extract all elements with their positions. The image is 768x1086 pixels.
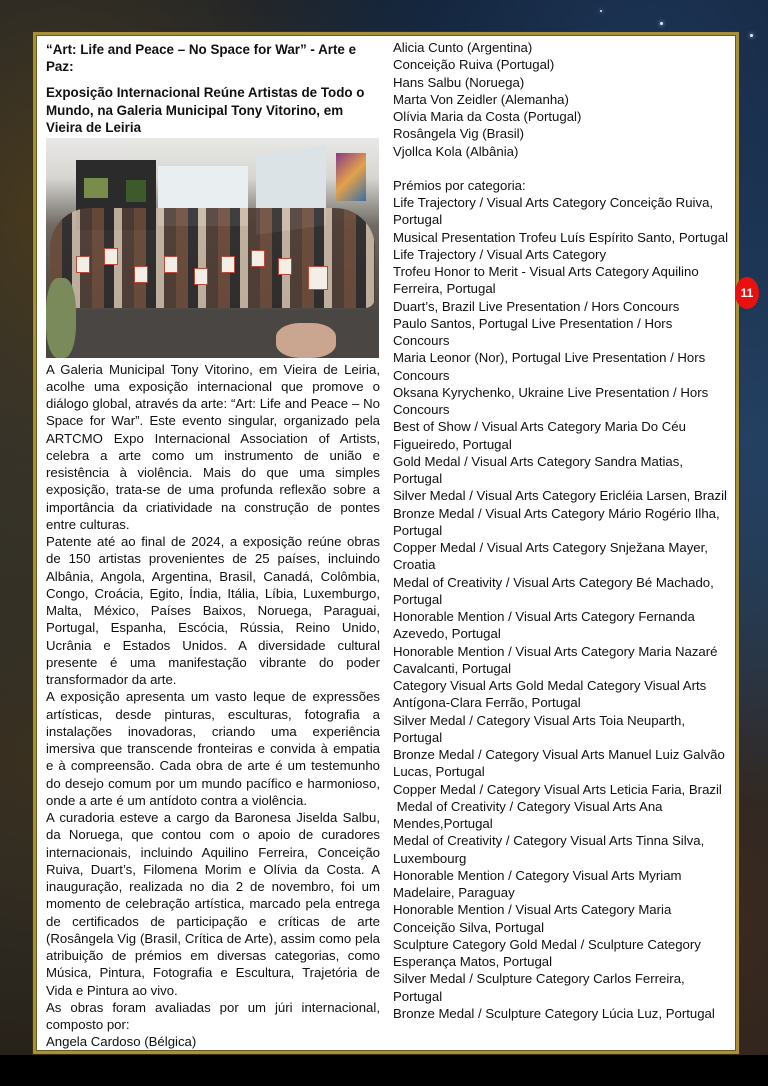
award-item: Oksana Kyrychenko, Ukraine Live Presentation / Hors Concours (393, 384, 709, 417)
paragraph-expressions: A exposição apresenta um vasto leque de expressões artísticas, desde pinturas, esculturas, fotografia a instalações inovadoras, criando uma experiência imersiva que transcende fronteiras e convida à empatia e à compreensão. Cada obra de arte é um testemunho do desejo comum por um mundo pacífico e harmonioso, onde a arte é um antídoto contra a violência. (46, 689, 380, 808)
award-item: Silver Medal / Visual Arts Category Ericléia Larsen, Brazil (393, 488, 727, 504)
right-column (393, 39, 729, 1022)
awards-heading: Prémios por categoria: (393, 177, 526, 193)
award-item: Honorable Mention / Visual Arts Category Maria Nazaré Cavalcanti, Portugal (393, 643, 718, 676)
star-decoration (750, 34, 753, 37)
award-item: Musical Presentation Trofeu Luís Espírito Santo, Portugal (393, 229, 728, 245)
magazine-page (33, 32, 739, 1054)
star-decoration (600, 10, 602, 12)
paragraph-curators: A curadoria esteve a cargo da Baronesa Jiselda Salbu, da Noruega, que contou com o apoio de curadores internacionais, incluindo Aquilino Ferreira, Conceição Ruiva, Duart’s, Filomena Morim e Olívia da Costa. A inauguração, realizada no dia 2 de novembro, foi um momento de celebração artística, marcado pela entrega de certificados de participação e críticas de arte (Rosângela Vig (Brasil, Crítica de Arte), assim como pela atribuição de prémios em diversas categorias, como Música, Pintura, Fotografia e Escultura, Trajetória de Vida e Pintura ao vivo. (46, 810, 380, 998)
award-item: Bronze Medal / Category Visual Arts Manuel Luiz Galvão Lucas, Portugal (393, 747, 725, 780)
award-item: Trofeu Honor to Merit - Visual Arts Category Aquilino Ferreira, Portugal (393, 264, 699, 297)
left-column (46, 39, 380, 1051)
award-item: Honorable Mention / Visual Arts Category Fernanda Azevedo, Portugal (393, 609, 695, 642)
award-item: Medal of Creativity / Category Visual Arts Tinna Silva, Luxembourg (393, 833, 705, 866)
award-item: Silver Medal / Sculpture Category Carlos Ferreira, Portugal (393, 971, 685, 1004)
award-item: Medal of Creativity / Visual Arts Category Bé Machado, Portugal (393, 574, 714, 607)
award-item: Medal of Creativity / Category Visual Arts Ana Mendes,Portugal (393, 798, 667, 831)
bottom-band (0, 1055, 768, 1086)
star-decoration (660, 22, 663, 25)
article-subtitle: Exposição Internacional Reúne Artistas de Todo o Mundo, na Galeria Municipal Tony Vitorino, em Vieira de Leiria (46, 85, 365, 135)
award-item: Sculpture Category Gold Medal / Sculpture Category Esperança Matos, Portugal (393, 936, 701, 969)
jury-member: Vjollca Kola (Albânia) (393, 143, 519, 159)
award-item: Honorable Mention / Visual Arts Category Maria Conceição Silva, Portugal (393, 902, 672, 935)
jury-member: Angela Cardoso (Bélgica) (46, 1034, 197, 1050)
jury-member: Rosângela Vig (Brasil) (393, 126, 524, 142)
page-number-badge: 11 (735, 277, 759, 309)
award-item: Life Trajectory / Visual Arts Category Conceição Ruiva, Portugal (393, 195, 714, 228)
spacer (393, 160, 729, 177)
award-item: Maria Leonor (Nor), Portugal Live Presentation / Hors Concours (393, 350, 706, 383)
award-item: Best of Show / Visual Arts Category Maria Do Céu Figueiredo, Portugal (393, 419, 686, 452)
award-item: Category Visual Arts Gold Medal Category Visual Arts Antígona-Clara Ferrão, Portugal (393, 678, 707, 711)
award-item: Gold Medal / Visual Arts Category Sandra Matias, Portugal (393, 453, 684, 486)
award-item: Silver Medal / Category Visual Arts Toia Neuparth, Portugal (393, 712, 685, 745)
award-item: Bronze Medal / Sculpture Category Lúcia Luz, Portugal (393, 1005, 715, 1021)
paragraph-jury-intro: As obras foram avaliadas por um júri internacional, composto por: (46, 999, 380, 1032)
paragraph-intro: A Galeria Municipal Tony Vitorino, em Vieira de Leiria, acolhe uma exposição internacional que promove o diálogo global, através da arte: “Art: Life and Peace – No Space for War”. Este evento singular, organizado pela ARTCMO Expo Internacional Association of Artists, celebra a arte como um instrumento de união e resistência à violência. Mais do que uma simples exposição, trata-se de uma profunda reflexão sobre a importância da criatividade na construção de pontes entre culturas. (46, 361, 380, 532)
jury-member: Olívia Maria da Costa (Portugal) (393, 109, 582, 124)
jury-member: Marta Von Zeidler (Alemanha) (393, 91, 569, 107)
award-item: Paulo Santos, Portugal Live Presentation / Hors Concours (393, 315, 673, 348)
award-item: Bronze Medal / Visual Arts Category Mário Rogério Ilha, Portugal (393, 505, 720, 538)
award-item: Life Trajectory / Visual Arts Category (393, 246, 607, 262)
jury-member: Hans Salbu (Noruega) (393, 74, 525, 90)
jury-member: Alicia Cunto (Argentina) (393, 40, 533, 55)
article-title: “Art: Life and Peace – No Space for War” - Arte e Paz: (46, 42, 357, 74)
jury-member: Conceição Ruiva (Portugal) (393, 57, 555, 73)
award-item: Honorable Mention / Category Visual Arts Myriam Madelaire, Paraguay (393, 867, 682, 900)
award-item: Copper Medal / Category Visual Arts Leticia Faria, Brazil (393, 781, 722, 797)
award-item: Duart’s, Brazil Live Presentation / Hors Concours (393, 298, 680, 314)
paragraph-countries: Patente até ao final de 2024, a exposição reúne obras de 150 artistas provenientes de 25 países, incluindo Albânia, Angola, Argentina, Brasil, Canadá, Colômbia, Congo, Croácia, Egito, Índia, Itália, Líbia, Luxemburgo, Malta, México, Países Baixos, Noruega, Paraguai, Portugal, Espanha, Escócia, Rússia, Reino Unido, Ucrânia e Estados Unidos. A diversidade cultural presente é uma manifestação vibrante do poder transformador da arte. (46, 534, 380, 687)
award-item: Copper Medal / Visual Arts Category Snježana Mayer, Croatia (393, 540, 708, 573)
group-photo (46, 138, 379, 358)
